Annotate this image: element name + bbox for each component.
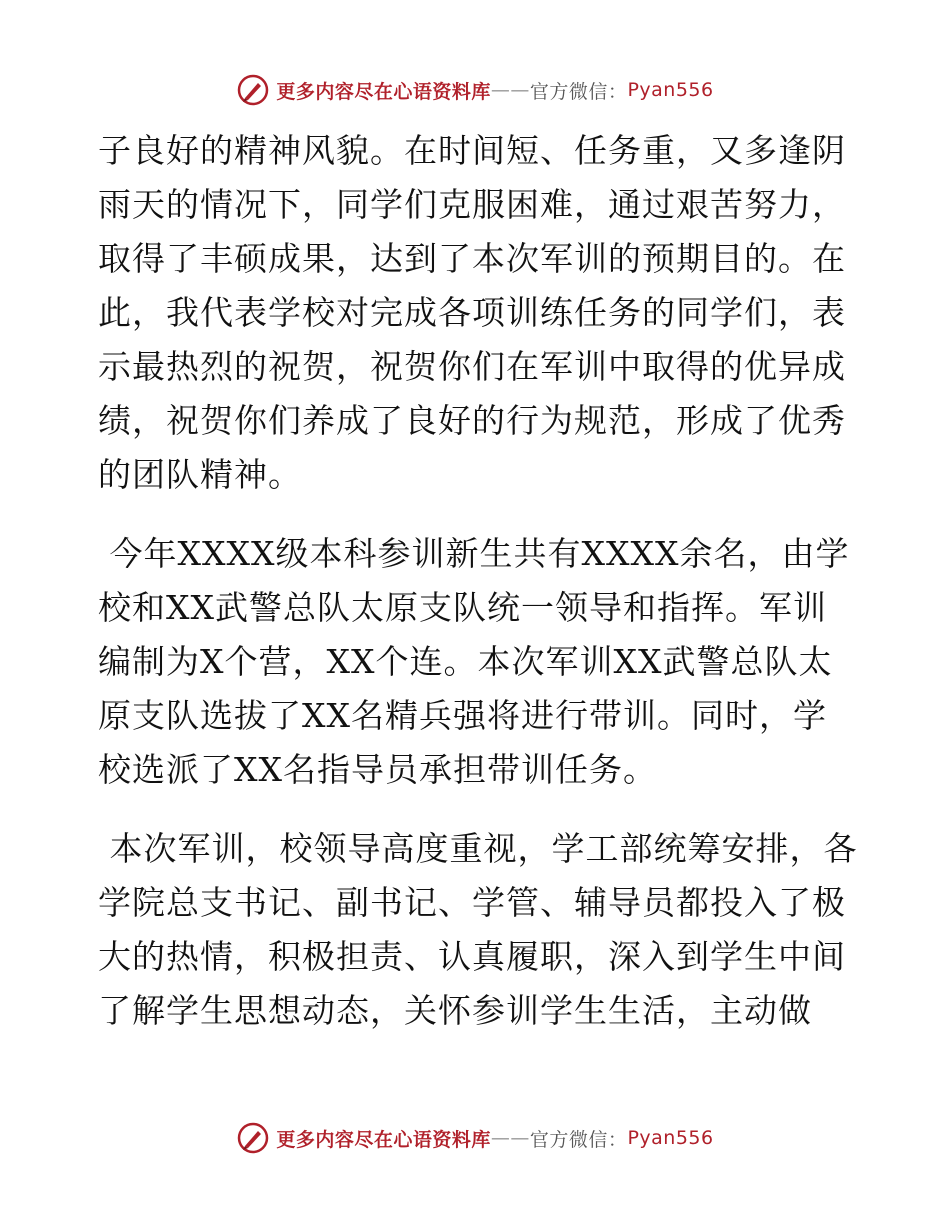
header-watermark-banner: [0, 70, 950, 110]
wechat-id: Pyan556: [627, 1127, 714, 1149]
banner-dash: ——: [490, 1127, 530, 1149]
banner-dash: ——: [490, 79, 530, 101]
document-body: [98, 124, 858, 1038]
wechat-id: Pyan556: [627, 79, 714, 101]
pen-seal-logo-icon: [236, 1121, 270, 1155]
footer-watermark-banner: [0, 1118, 950, 1158]
paragraph-1: 子良好的精神风貌。在时间短、任务重，又多逢阴雨天的情况下，同学们克服困难，通过艰苦努力，取得了丰硕成果，达到了本次军训的预期目的。在此，我代表学校对完成各项训练任务的同学们，表示最热烈的祝贺，祝贺你们在军训中取得的优异成绩，祝贺你们养成了良好的行为规范，形成了优秀的团队精神。: [98, 131, 846, 494]
wechat-label: 官方微信：: [529, 80, 628, 103]
pen-seal-logo-icon: [236, 73, 270, 107]
site-name: 更多内容尽在心语资料库: [276, 80, 491, 103]
paragraph-2: 今年XXXX级本科参训新生共有XXXX余名，由学校和XX武警总队太原支队统一领导和指挥。军训编制为X个营，XX个连。本次军训XX武警总队太原支队选拔了XX名精兵强将进行带训。同时，学校选派了XX名指导员承担带训任务。: [98, 534, 850, 789]
site-name: 更多内容尽在心语资料库: [276, 1128, 491, 1151]
wechat-label: 官方微信：: [529, 1128, 628, 1151]
paragraph-3: 本次军训，校领导高度重视，学工部统筹安排，各学院总支书记、副书记、学管、辅导员都投入了极大的热情，积极担责、认真履职，深入到学生中间了解学生思想动态，关怀参训学生生活，主动做: [98, 829, 858, 1030]
